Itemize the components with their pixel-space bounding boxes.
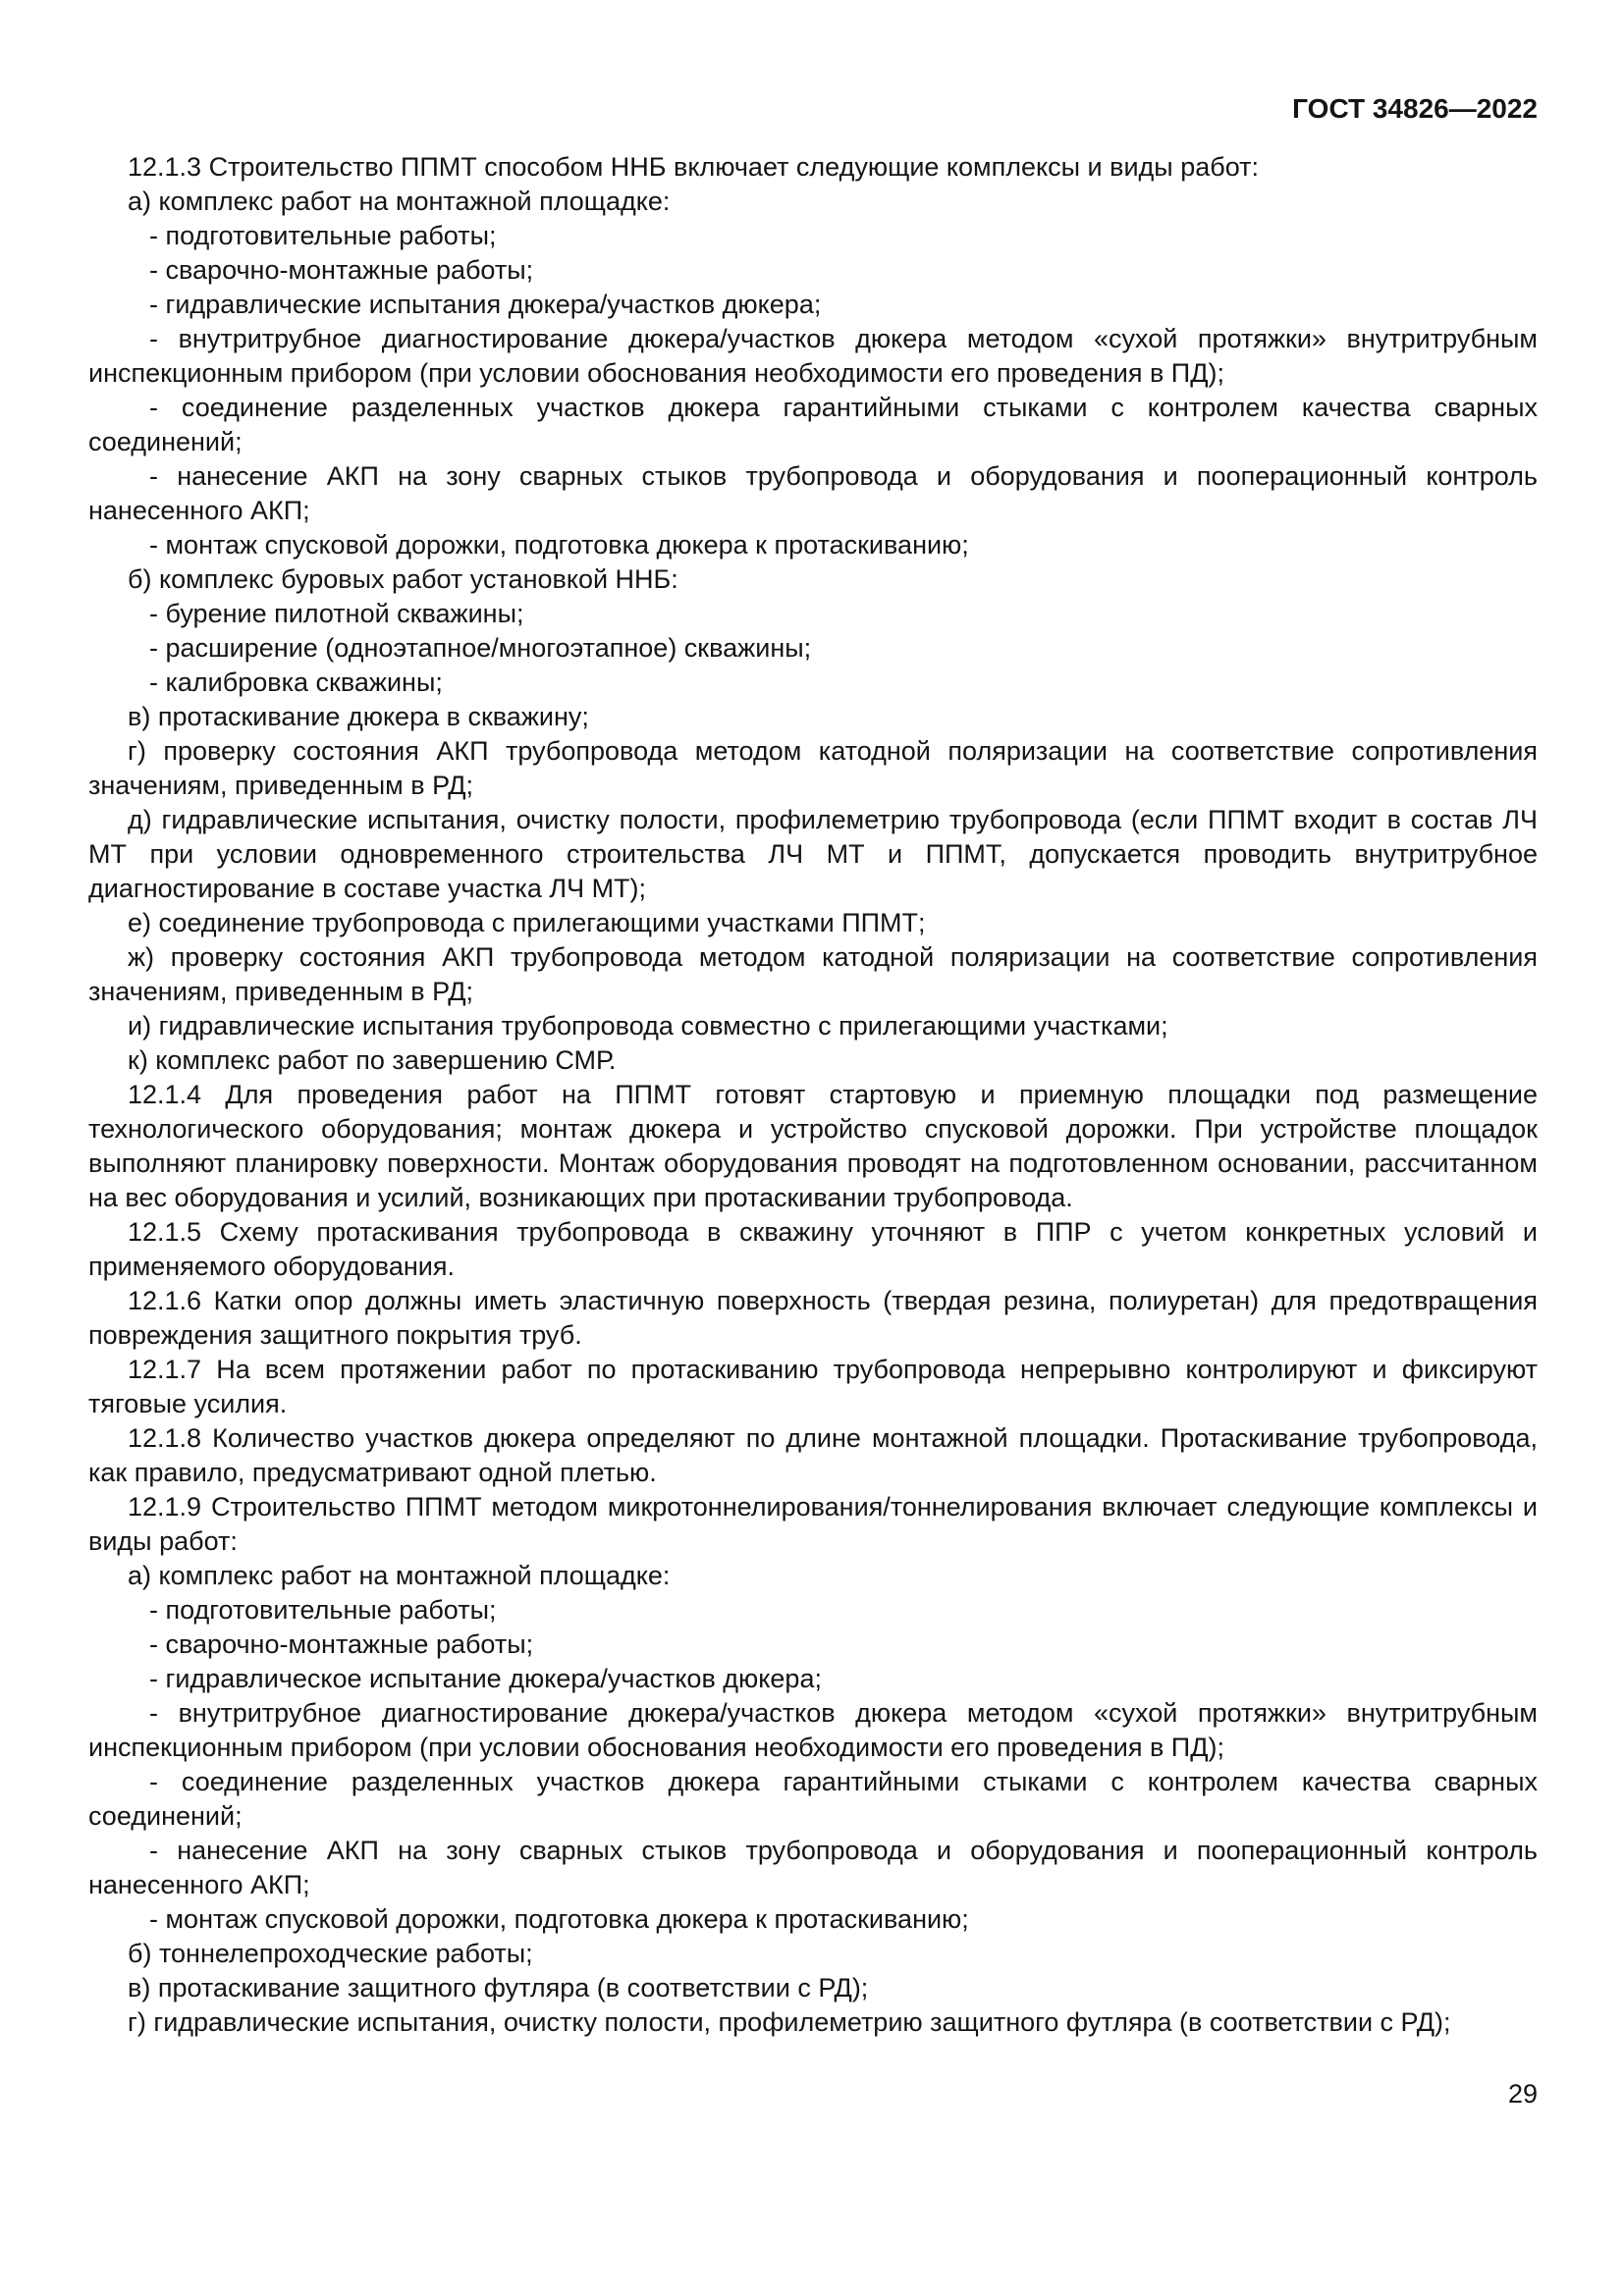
running-header (88, 93, 1538, 125)
paragraph: 12.1.6 Катки опор должны иметь эластичную поверхность (твердая резина, полиуретан) для предотвращения повреждения защитного покрытия труб. (88, 1286, 1538, 1350)
paragraph: г) проверку состояния АКП трубопровода методом катодной поляризации на соответствие сопротивления значениям, приведенным в РД; (88, 736, 1538, 800)
list-item-dash: - подготовительные работы; (149, 1595, 497, 1625)
paragraph: 12.1.9 Строительство ППМТ методом микротоннелирования/тоннелирования включает следующие комплексы и виды работ: (88, 1492, 1538, 1556)
paragraph: 12.1.5 Схему протаскивания трубопровода в скважину уточняют в ППР с учетом конкретных условий и применяемого оборудования. (88, 1217, 1538, 1281)
list-item-dash: - подготовительные работы; (149, 221, 497, 250)
paragraph: а) комплекс работ на монтажной площадке: (128, 1561, 671, 1590)
paragraph: 12.1.7 На всем протяжении работ по протаскиванию трубопровода непрерывно контролируют и фиксируют тяговые усилия. (88, 1355, 1538, 1418)
paragraph: б) тоннелепроходческие работы; (128, 1939, 533, 1968)
list-item-dash: - нанесение АКП на зону сварных стыков трубопровода и оборудования и пооперационный контроль нанесенного АКП; (88, 461, 1538, 525)
paragraph: г) гидравлические испытания, очистку полости, профилеметрию защитного футляра (в соответствии с РД); (128, 2007, 1451, 2037)
list-item-dash: - монтаж спусковой дорожки, подготовка дюкера к протаскиванию; (149, 530, 969, 560)
paragraph: 12.1.3 Строительство ППМТ способом ННБ включает следующие комплексы и виды работ: (128, 152, 1259, 182)
paragraph: е) соединение трубопровода с прилегающими участками ППМТ; (128, 908, 926, 937)
list-item-dash: - внутритрубное диагностирование дюкера/участков дюкера методом «сухой протяжки» внутритрубным инспекционным прибором (при условии обоснования необходимости его проведения в ПД); (88, 1698, 1538, 1762)
list-item-dash: - гидравлическое испытание дюкера/участков дюкера; (149, 1664, 822, 1693)
list-item-dash: - нанесение АКП на зону сварных стыков трубопровода и оборудования и пооперационный контроль нанесенного АКП; (88, 1836, 1538, 1899)
paragraph: к) комплекс работ по завершению СМР. (128, 1045, 617, 1075)
page-number: 29 (1507, 2079, 1538, 2109)
paragraph: б) комплекс буровых работ установкой ННБ: (128, 564, 678, 594)
list-item-dash: - соединение разделенных участков дюкера гарантийными стыками с контролем качества сварных соединений; (88, 393, 1538, 456)
document-body (88, 150, 1538, 2040)
list-item-dash: - внутритрубное диагностирование дюкера/участков дюкера методом «сухой протяжки» внутритрубным инспекционным прибором (при условии обоснования необходимости его проведения в ПД); (88, 324, 1538, 388)
list-item-dash: - монтаж спусковой дорожки, подготовка дюкера к протаскиванию; (149, 1904, 969, 1934)
paragraph: в) протаскивание защитного футляра (в соответствии с РД); (128, 1973, 869, 2002)
list-item-dash: - бурение пилотной скважины; (149, 599, 524, 628)
standard-designation: ГОСТ 34826—2022 (1292, 93, 1538, 124)
page-footer (88, 2077, 1538, 2111)
paragraph: 12.1.4 Для проведения работ на ППМТ готовят стартовую и приемную площадки под размещение технологического оборудования; монтаж дюкера и устройство спусковой дорожки. При устройстве площадок выполняют планировку поверхности. Монтаж оборудования проводят на подготовленном основании, рассчитанном на вес оборудования и усилий, возникающих при протаскивании трубопровода. (88, 1080, 1538, 1212)
paragraph: 12.1.8 Количество участков дюкера определяют по длине монтажной площадки. Протаскивание трубопровода, как правило, предусматривают одной плетью. (88, 1423, 1538, 1487)
list-item-dash: - калибровка скважины; (149, 667, 443, 697)
list-item-dash: - расширение (одноэтапное/многоэтапное) скважины; (149, 633, 812, 663)
paragraph: ж) проверку состояния АКП трубопровода методом катодной поляризации на соответствие сопротивления значениям, приведенным в РД; (88, 942, 1538, 1006)
paragraph: и) гидравлические испытания трубопровода совместно с прилегающими участками; (128, 1011, 1168, 1041)
paragraph: д) гидравлические испытания, очистку полости, профилеметрию трубопровода (если ППМТ входит в состав ЛЧ МТ при условии одновременного строительства ЛЧ МТ и ППМТ, допускается проводить внутритрубное диагностирование в составе участка ЛЧ МТ); (88, 805, 1538, 903)
list-item-dash: - сварочно-монтажные работы; (149, 1629, 534, 1659)
list-item-dash: - соединение разделенных участков дюкера гарантийными стыками с контролем качества сварных соединений; (88, 1767, 1538, 1831)
list-item-dash: - гидравлические испытания дюкера/участков дюкера; (149, 290, 822, 319)
list-item-dash: - сварочно-монтажные работы; (149, 255, 534, 285)
paragraph: в) протаскивание дюкера в скважину; (128, 702, 589, 731)
paragraph: а) комплекс работ на монтажной площадке: (128, 187, 671, 216)
